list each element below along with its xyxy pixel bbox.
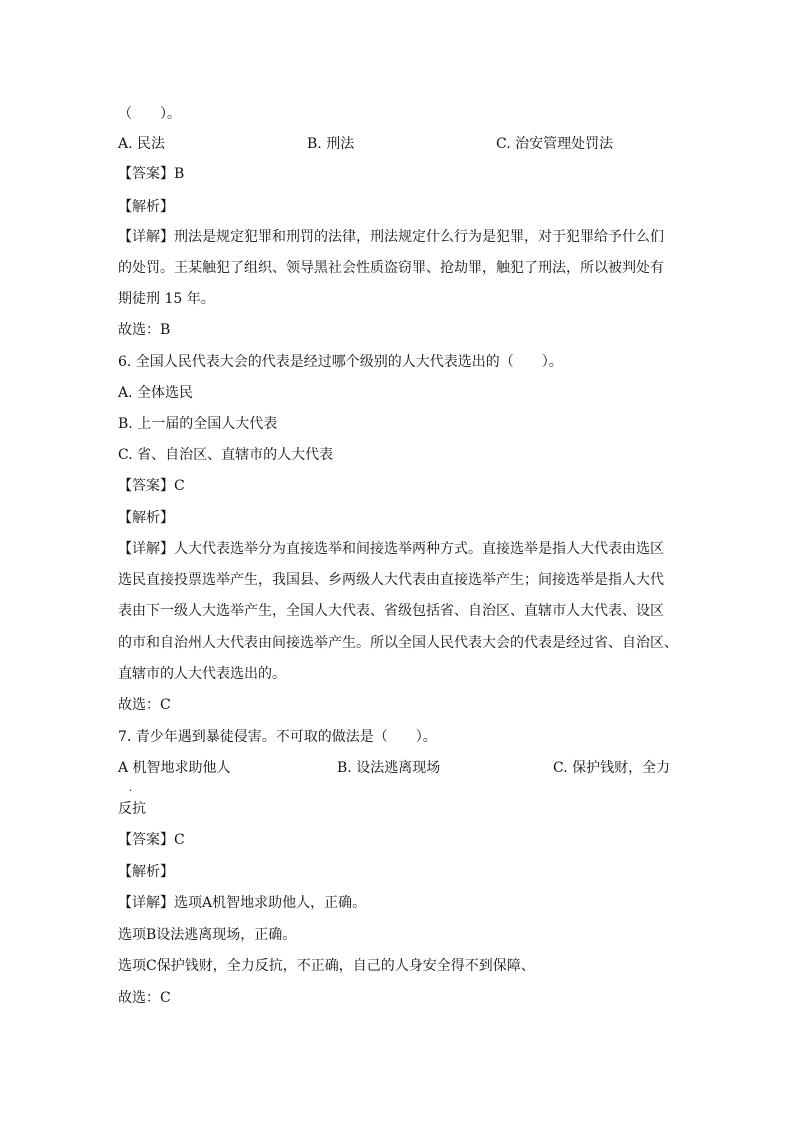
q7-option-b: B. 设法逃离现场 bbox=[337, 760, 441, 776]
q7-choice: 故选：C bbox=[118, 990, 171, 1006]
q7-detail-line: 选项C保护钱财，全力反抗，不正确，自己的人身安全得不到保障、 bbox=[118, 958, 535, 974]
q7-option-c: C. 保护钱财，全力 bbox=[553, 760, 671, 776]
q6-option: A. 全体选民 bbox=[118, 385, 194, 401]
q6-detail-line: 【详解】人大代表选举分为直接选举和间接选举两种方式。直接选举是指人大代表由选区 bbox=[118, 541, 664, 557]
q7-analysis-heading: 【解析】 bbox=[118, 864, 174, 880]
q5-answer: 【答案】B bbox=[118, 166, 185, 182]
q5-option-c: C. 治安管理处罚法 bbox=[496, 136, 614, 152]
q6-answer: 【答案】C bbox=[118, 478, 185, 494]
q5-detail-line: 的处罚。王某触犯了组织、领导黑社会性质盗窃罪、抢劫罪，触犯了刑法，所以被判处有 bbox=[118, 260, 664, 276]
q6-option: B. 上一届的全国人大代表 bbox=[118, 416, 278, 432]
q7-option-a: A 机智地求助他人 bbox=[118, 760, 231, 776]
q6-detail-line: 直辖市的人大代表选出的。 bbox=[118, 666, 286, 682]
q5-choice: 故选：B bbox=[118, 322, 171, 338]
q5-analysis-heading: 【解析】 bbox=[118, 199, 174, 215]
q7-detail-line: 【详解】选项A机智地求助他人，正确。 bbox=[118, 895, 367, 911]
q7-detail-line: 选项B设法逃离现场，正确。 bbox=[118, 927, 297, 943]
q7-stray-dot: . bbox=[129, 783, 133, 794]
q6-option: C. 省、自治区、直辖市的人大代表 bbox=[118, 447, 334, 463]
q5-stem-tail: （ ）。 bbox=[118, 106, 181, 122]
q6-detail-line: 选民直接投票选举产生，我国县、乡两级人大代表由直接选举产生；间接选举是指人大代 bbox=[118, 572, 664, 588]
q5-detail-line: 期徒刑 15 年。 bbox=[118, 291, 215, 307]
q6-choice: 故选：C bbox=[118, 697, 171, 713]
q7-answer: 【答案】C bbox=[118, 832, 185, 848]
q6-stem: 6. 全国人民代表大会的代表是经过哪个级别的人大代表选出的（ ）。 bbox=[118, 354, 563, 370]
q6-detail-line: 表由下一级人大选举产生，全国人大代表、省级包括省、自治区、直辖市人大代表、设区 bbox=[118, 603, 664, 619]
q5-detail-line: 【详解】刑法是规定犯罪和刑罚的法律，刑法规定什么行为是犯罪，对于犯罪给予什么们 bbox=[118, 229, 664, 245]
q6-analysis-heading: 【解析】 bbox=[118, 510, 174, 526]
q7-stem: 7. 青少年遇到暴徒侵害。不可取的做法是（ ）。 bbox=[118, 729, 437, 745]
q7-option-c-wrap: 反抗 bbox=[118, 801, 146, 817]
q5-option-b: B. 刑法 bbox=[307, 136, 355, 152]
q5-option-a: A. 民法 bbox=[118, 136, 166, 152]
q6-detail-line: 的市和自治州人大代表由间接选举产生。所以全国人民代表大会的代表是经过省、自治区、 bbox=[118, 635, 678, 651]
